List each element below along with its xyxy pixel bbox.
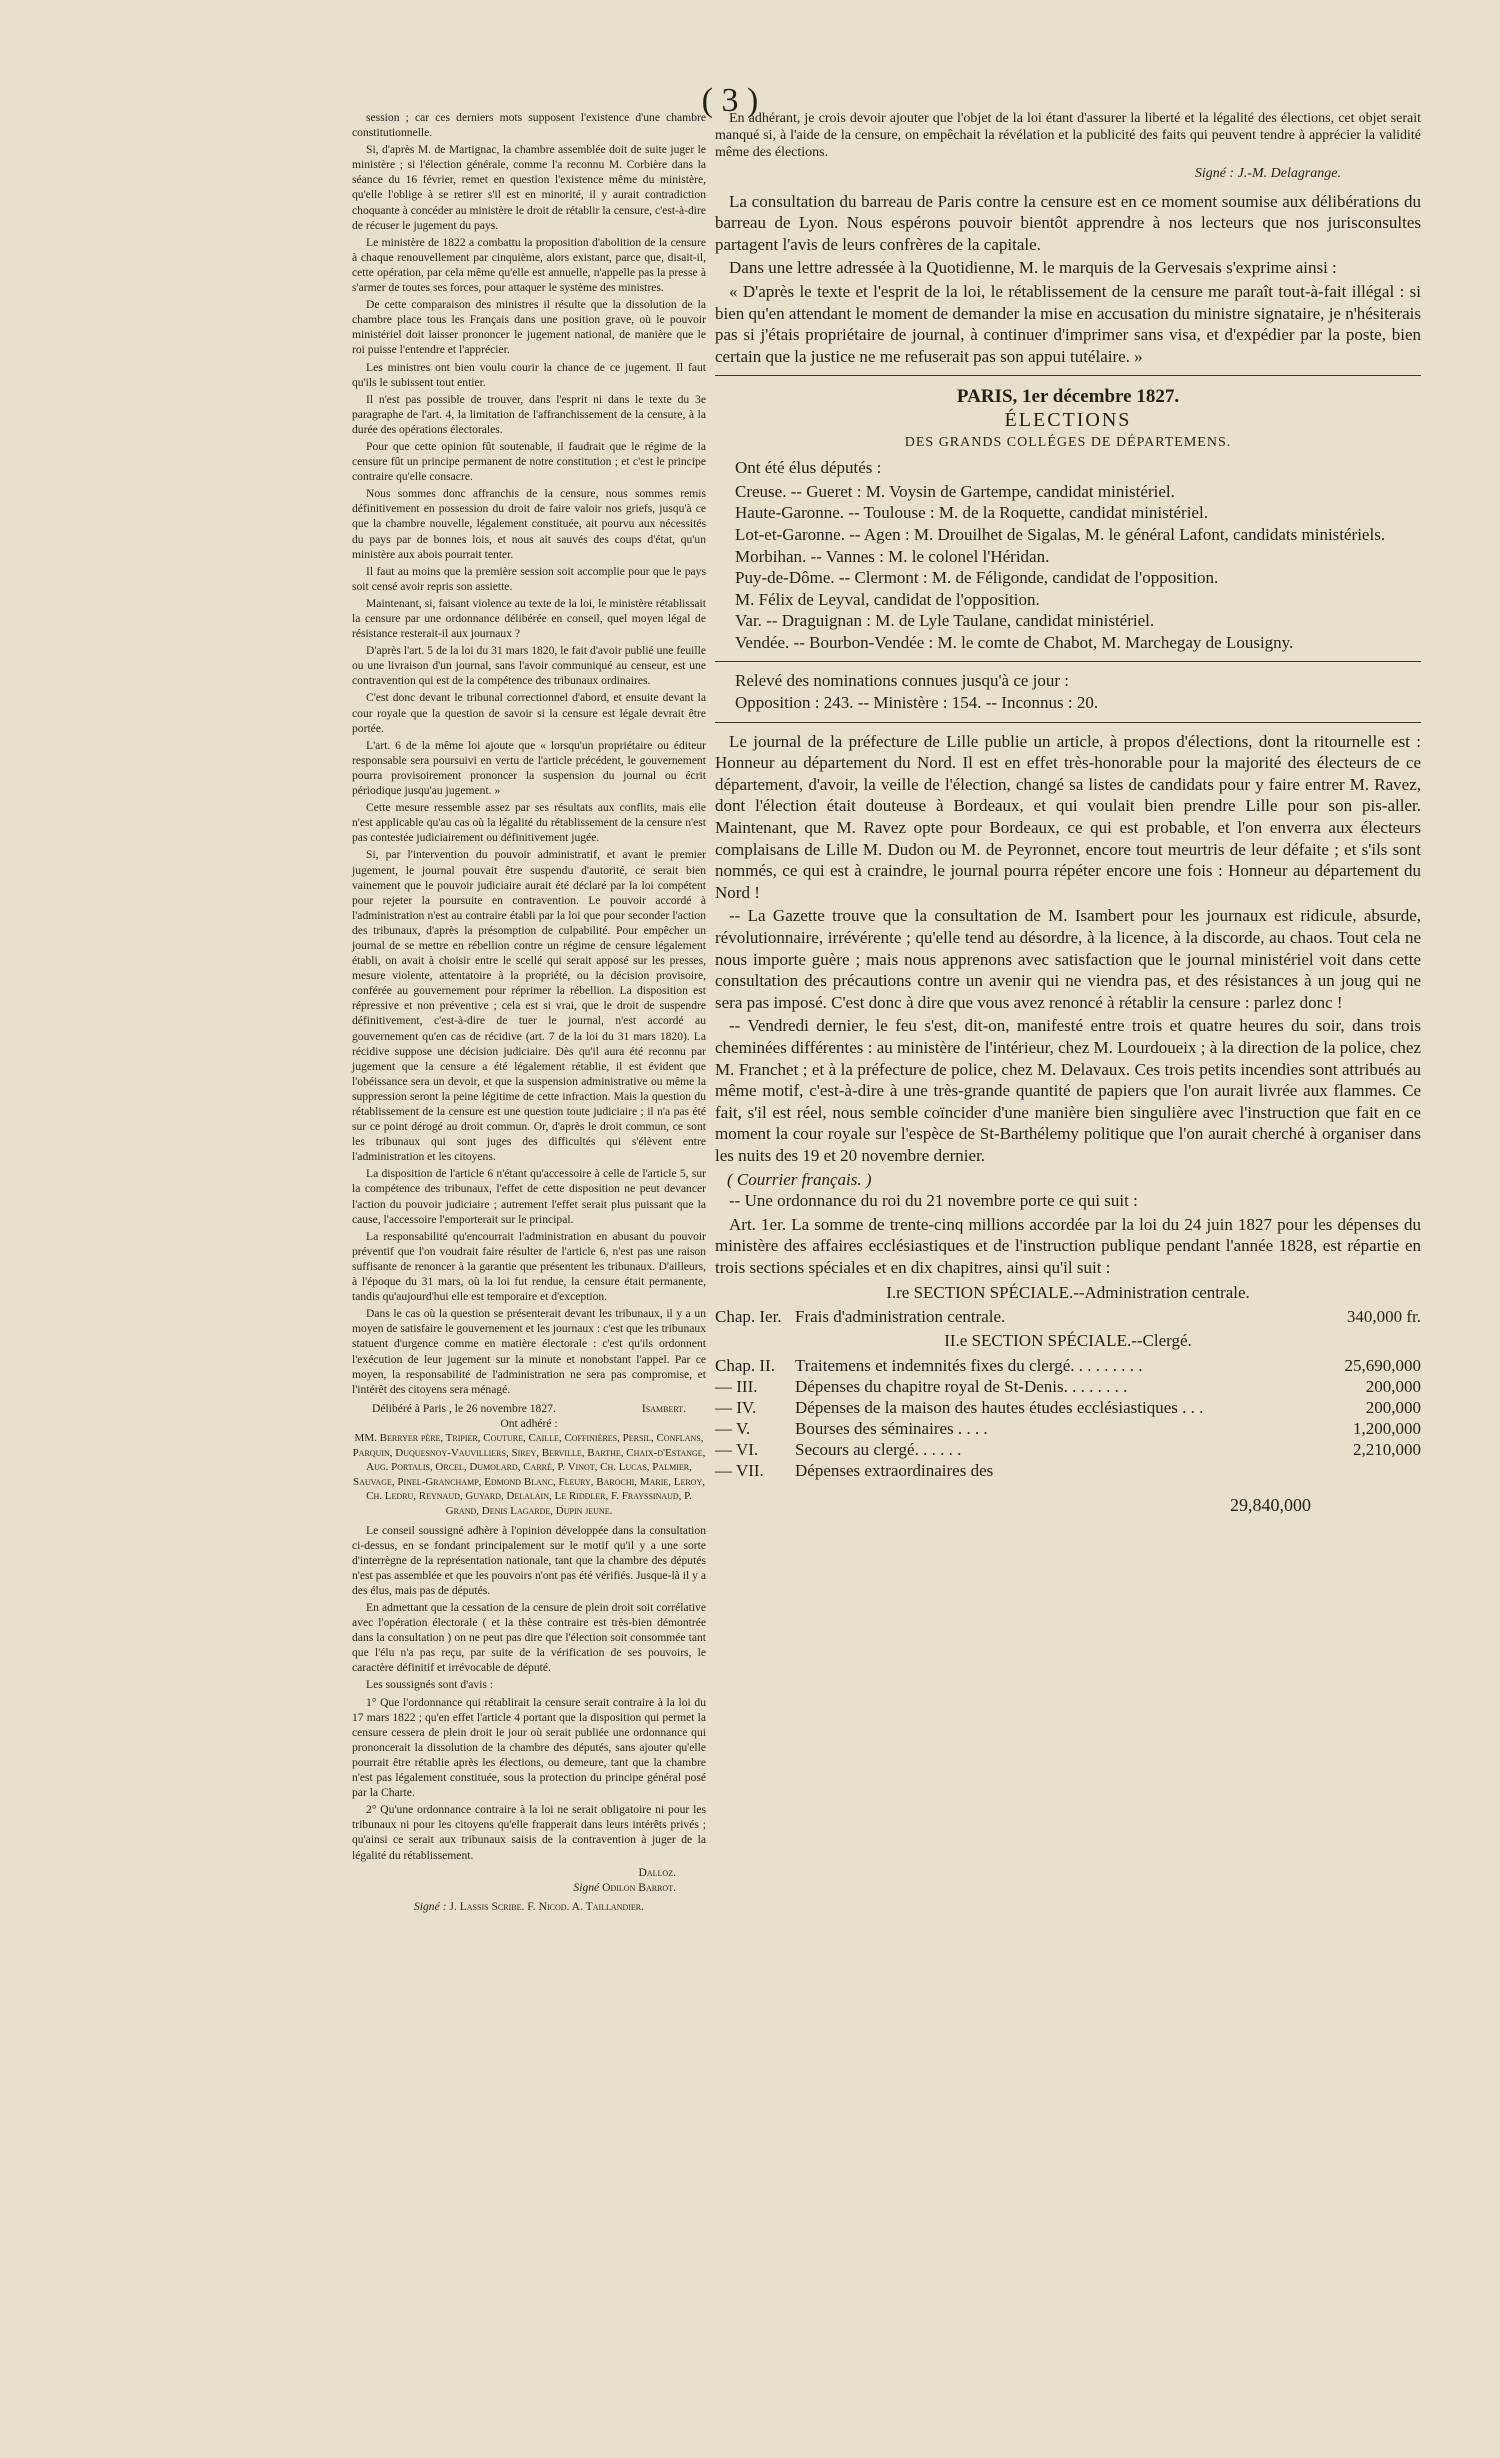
deliberation-author: Isambert. — [641, 1401, 686, 1415]
left-paragraph: session ; car ces derniers mots supposent l'existence d'une chambre constitutionnelle. — [352, 111, 706, 140]
elections-summary: Opposition : 243. -- Ministère : 154. -- Inconnus : 20. — [735, 693, 1099, 713]
budget-label: Bourses des séminaires . . . . — [795, 1418, 988, 1438]
left-paragraph: Cette mesure ressemble assez par ses résultats aux conflits, mais elle n'est applicable qu'au cas où la légalité du rétablissement de la censure n'est pas contestée judiciairement ou définitivement jugée. — [352, 801, 706, 845]
left-paragraph: Il faut au moins que la première session soit accomplie pour que le pays soit censé avoir repris son assiette. — [352, 564, 706, 593]
budget-code: Chap. II. — [715, 1355, 775, 1375]
elections-title: ÉLECTIONS — [1004, 408, 1132, 431]
election-entry: Vendée. -- Bourbon-Vendée : M. le comte de Chabot, M. Marchegay de Lousigny. — [735, 632, 1294, 652]
budget-label: Traitemens et indemnités fixes du clergé. . . . . . . . . — [795, 1355, 1143, 1375]
left-after-paragraph: Les soussignés sont d'avis : — [366, 1678, 494, 1692]
budget-amount: 2,210,000 — [1353, 1439, 1421, 1459]
left-paragraph: C'est donc devant le tribunal correctionnel d'abord, et ensuite devant la cour royale que la question de savoir si la censure est légale devrait être portée. — [352, 691, 706, 735]
elections-summary-title: Relevé des nominations connues jusqu'à ce jour : — [735, 671, 1070, 691]
left-paragraphs — [352, 110, 706, 1397]
signature-final: J. Lassis Scribe. F. Nicod. A. Taillandier. — [449, 1899, 645, 1913]
elections-intro: Ont été élus députés : — [735, 458, 882, 478]
right-1-paragraph: Dans une lettre adressée à la Quotidienne, M. le marquis de la Gervesais s'exprime ainsi : — [729, 258, 1337, 278]
signature-delagrange: Signé : J.-M. Delagrange. — [1194, 166, 1341, 181]
left-paragraph: Les ministres ont bien voulu courir la chance de ce jugement. Il faut qu'ils le subissent tout entier. — [352, 360, 706, 389]
budget-code: — VI. — [715, 1439, 759, 1459]
left-paragraphs-after — [352, 1523, 706, 1863]
left-paragraph: Nous sommes donc affranchis de la censure, nous sommes remis définitivement en possession du droit de faire valoir nos griefs, jusqu'à ce que la chambre nouvelle, légalement constituée, ait pourvu aux nécessités du pays par de bonnes lois, et nous ait sauvés des coups d'état, qu'un ministère aux abois pourrait tenter. — [352, 487, 706, 561]
budget-table — [715, 1306, 1421, 1327]
elections-list — [715, 481, 1421, 654]
budget-table — [715, 1355, 1421, 1481]
budget-amount: 200,000 — [1365, 1397, 1421, 1417]
left-paragraph: Pour que cette opinion fût soutenable, il faudrait que le régime de la censure fût un principe permanent de notre constitution ; et c'est le principe contraire qu'elle consacre. — [352, 439, 706, 484]
budget-row — [715, 1397, 1421, 1418]
election-entry: Puy-de-Dôme. -- Clermont : M. de Féligonde, candidat de l'opposition. — [735, 568, 1219, 588]
budget-amount: 1,200,000 — [1353, 1418, 1421, 1438]
election-entry: Morbihan. -- Vannes : M. le colonel l'Héridan. — [735, 546, 1050, 566]
left-paragraph: De cette comparaison des ministres il résulte que la dissolution de la chambre place tous les Français dans une position grave, où le pouvoir ministériel doit laisser prononcer le jugement national, de manière que le roi puisse l'entendre et l'apprécier. — [352, 298, 706, 357]
right-column — [715, 110, 1421, 2250]
signature-final-block — [352, 1899, 706, 1914]
budget-label: Secours au clergé. . . . . . — [795, 1439, 962, 1459]
budget-code: — IV. — [715, 1397, 757, 1417]
budget-row — [715, 1306, 1421, 1327]
right-top-paragraph: En adhérant, je crois devoir ajouter que l'objet de la loi étant d'assurer la liberté et la légalité des élections, cet objet serait manqué si, à l'aide de la censure, on empêchait la révélation et la publicité des faits qui peuvent tendre à apprécier la validité même des élections. — [715, 111, 1421, 160]
right-top-paragraphs — [715, 110, 1421, 161]
election-entry: Var. -- Draguignan : M. de Lyle Taulane, candidat ministériel. — [735, 611, 1155, 631]
budget-total: 29,840,000 — [1230, 1494, 1311, 1515]
left-after-paragraph: 1° Que l'ordonnance qui rétablirait la censure serait contraire à la loi du 17 mars 1822 ; qu'en effet l'article 4 portant que la disposition qui permet la censure cessera de plein droit le jour où serait publiée une ordonnance qui prononcerait la dissolution de la chambre des députés, sans ajouter qu'elle pourrait être rétablie après les élections, ou demeure, tant que la chambre n'est pas légalement constituée, sous la protection du principe général posé par la Charte. — [352, 1695, 706, 1800]
right-2-paragraph: Art. 1er. La somme de trente-cinq millions accordée par la loi du 24 juin 1827 pour les dépenses du ministère des affaires ecclésiastiques et de l'instruction publique pendant l'année 1828, est répartie en trois sections spéciales et en dix chapitres, ainsi qu'il suit : — [715, 1214, 1421, 1277]
left-paragraph: La disposition de l'article 6 n'étant qu'accessoire à celle de l'article 5, sur la compétence des tribunaux, l'effet de cette disposition ne peut devancer l'action du pouvoir judiciaire ; autrement l'effet serait plus puissant que la cause, l'accessoire l'emporterait sur le principal. — [352, 1167, 706, 1226]
signature-barrot-label: Signé — [573, 1880, 600, 1894]
deliberation-date: Délibéré à Paris , le 26 novembre 1827. — [372, 1401, 556, 1415]
budget-amount — [1271, 1460, 1421, 1481]
budget-row — [715, 1418, 1421, 1439]
signature-dalloz: Dalloz. — [638, 1865, 676, 1879]
left-paragraph: La responsabilité qu'encourrait l'administration en abusant du pouvoir préventif que l'on voudrait faire résulter de l'article 6, n'est pas une raison suffisante de renoncer à la garantie que présentent les tribunaux. D'ailleurs, à l'époque du 31 mars, où la loi fut rendue, la censure était permanente, tandis qu'aujourd'hui elle est temporaire et d'exception. — [352, 1229, 706, 1304]
budget-code: — VII. — [715, 1460, 764, 1480]
right-2-paragraph: -- Une ordonnance du roi du 21 novembre porte ce qui suit : — [729, 1191, 1138, 1211]
right-paragraphs-1 — [715, 191, 1421, 368]
source-courrier: ( Courrier français. ) — [727, 1169, 872, 1189]
budget-code: Chap. Ier. — [715, 1307, 782, 1327]
divider-3 — [715, 722, 1421, 723]
budget-row — [715, 1355, 1421, 1376]
left-after-paragraph: En admettant que la cessation de la censure de plein droit soit corrélative avec l'opération électorale ( et la thèse contraire est très-bien démontrée dans la consultation ) on ne peut pas dire que l'élection soit consommée tant que l'élu n'a pas reçu, par suite de la vérification de ses pouvoirs, le caractère définitif et irrévocable de député. — [352, 1601, 706, 1675]
left-paragraph: D'après l'art. 5 de la loi du 31 mars 1820, le fait d'avoir publié une feuille ou une livraison d'un journal, sans l'avoir communiqué au censeur, est une contravention qui est de la compétence des tribunaux ordinaires. — [352, 644, 706, 688]
page-number: ( 3 ) — [701, 82, 759, 119]
budget-row — [715, 1439, 1421, 1460]
budget-code: — V. — [715, 1418, 751, 1438]
budget-section-title: I.re SECTION SPÉCIALE.--Administration centrale. — [886, 1282, 1250, 1302]
left-after-paragraph: 2° Qu'une ordonnance contraire à la loi ne serait obligatoire ni pour les tribunaux ni pour les citoyens qu'elle frapperait dans leurs intérêts privés ; qu'ainsi ce serait aux tribunaux saisis de la contravention à juger de la légalité du rétablissement. — [352, 1803, 706, 1862]
divider — [715, 375, 1421, 376]
adherent-list: MM. Berryer père, Tripier, Couture, Caille, Coffinières, Persil, Conflans, Parquin, Duquesnoy-Vauvilliers, Sirey, Berville, Barthe, Chaix-d'Estange, Aug. Portalis, Orcel, Dumolard, Carré, P. Vinot, Ch. Lucas, Palmier, Sauvage, Pinel-Granchamp, Edmond Blanc, Fleury, Barochi, Marie, Leroy, Ch. Ledru, Reynaud, Guyard, Delalain, Le Riddler, F. Frayssinaud, P. Grand, Denis Lagarde, Dupin jeune. — [352, 1431, 706, 1517]
left-column — [352, 110, 706, 1913]
budget-label: Frais d'administration centrale. — [795, 1307, 1006, 1327]
right-2-paragraph: -- La Gazette trouve que la consultation de M. Isambert pour les journaux est ridicule, absurde, révolutionnaire, irrévérente ; qu'elle tend au désordre, à la licence, à la discorde, au chaos. Tout cela ne nous importe guère ; mais nous apprenons avec satisfaction que le journal ministériel voit dans cette consultation des précautions contre un avenir qui ne viendra pas, et des résistances à un joug qui ne sera pas imposé. C'est donc à dire que vous avez renoncé à rétablir la censure : parlez donc ! — [715, 906, 1421, 1012]
budget-area — [715, 1282, 1421, 1481]
adhered-label: Ont adhéré : — [500, 1416, 558, 1430]
election-entry: Haute-Garonne. -- Toulouse : M. de la Roquette, candidat ministériel. — [735, 503, 1208, 523]
budget-label: Dépenses extraordinaires des — [795, 1460, 994, 1480]
deliberation-block — [352, 1401, 706, 1519]
budget-row — [715, 1460, 1421, 1481]
budget-code: — III. — [715, 1376, 758, 1396]
election-entry: M. Félix de Leyval, candidat de l'opposition. — [735, 589, 1040, 609]
divider-2 — [715, 661, 1421, 662]
budget-amount: 25,690,000 — [1344, 1355, 1421, 1375]
right-2-paragraph: Le journal de la préfecture de Lille publie un article, à propos d'élections, dont la ritournelle est : Honneur au département du Nord. Il est en effet très-honorable pour la majorité des électeurs de ce département, d'avoir, la veille de l'élection, changé sa listes de candidats pour y faire entrer M. Ravez, dont l'élection était douteuse à Bordeaux, et qui voulait bien prendre Lille pour son pis-aller. Maintenant, que M. Ravez opte pour Bordeaux, ce qui est probable, et l'on enverra aux électeurs complaisans de Lille M. Dudon ou M. de Peyronnet, encore tout meurtris de leur défaite ; et s'ils sont nommés, ce qui est à craindre, le journal pourra répéter encore une fois : Honneur au département du Nord ! — [715, 731, 1421, 902]
budget-row — [715, 1376, 1421, 1397]
left-after-paragraph: Le conseil soussigné adhère à l'opinion développée dans la consultation ci-dessus, en se fondant principalement sur le motif qu'il y a une sorte d'interrègne de la représentation nationale, tant que la chambre des députés n'est pas assemblée et que les pouvoirs n'ont pas été vérifiés. Jusque-là il y a des élus, mais pas de députés. — [352, 1523, 706, 1597]
left-paragraph: Si, par l'intervention du pouvoir administratif, et avant le premier jugement, le journal pouvait être suspendu d'autorité, ce serait bien vainement que le pouvoir judiciaire aurait été déclaré par la loi compétent pour rejeter la poursuite en contravention. Le pouvoir accordé à l'administration n'est au contraire établi par la loi que pour seconder l'action des tribunaux, d'après la présomption de culpabilité. Pour empêcher un journal de se mettre en rébellion contre un régime de censure légalement établi, on avait à choisir entre le scellé qui serait apposé sur les presses, mesure violente, attentatoire à la propriété, ou la décision provisoire, conférée au gouvernement pour réprimer la rébellion. La disposition est répressive et non préventive ; cela est si vrai, que le droit de suspendre définitivement, c'est-à-dire de tuer le journal, n'est accordé au gouvernement qu'en cas de récidive (art. 7 de la loi du 31 mars 1820). La récidive suppose une décision judiciaire. Dès qu'il aura été reconnu par jugement que la censure a été légalement rétablie, il est évident que l'obéissance sera un devoir, et que la suspension administrative ou même la suppression seront la peine légitime de cette infraction. Mais la question du rétablissement de la censure est une question toute judiciaire ; il n'a pas été sur ce point dérogé au droit commun. Or, d'après le droit commun, ce sont les tribunaux qui sont juges des difficultés qui s'élèvent entre l'administration et les citoyens. — [352, 848, 706, 1164]
dateline: PARIS, 1er décembre 1827. — [956, 386, 1180, 408]
right-1-paragraph: « D'après le texte et l'esprit de la loi, le rétablissement de la censure me paraît tout-à-fait illégal : si bien qu'en attendant le moment de demander la mise en accusation du ministre signataire, je n'hésiterais pas si j'étais propriétaire de journal, à continuer d'imprimer sans visa, et d'expédier par la poste, bien certain que la justice ne me refuserait pas son appui tutélaire. » — [715, 281, 1421, 366]
elections-subtitle: DES GRANDS COLLÉGES DE DÉPARTEMENS. — [904, 434, 1232, 450]
left-paragraph: Le ministère de 1822 a combattu la proposition d'abolition de la censure à chaque renouvellement par cinquième, alors existant, parce que, disait-il, cette opération, par cela même qu'elle est annuelle, n'appelle pas la presse à s'armer de toutes ses forces, pour attaquer le système des ministres. — [352, 235, 706, 295]
election-entry: Lot-et-Garonne. -- Agen : M. Drouilhet de Sigalas, M. le général Lafont, candidats ministériels. — [735, 524, 1386, 544]
budget-section-title: II.e SECTION SPÉCIALE.--Clergé. — [944, 1331, 1192, 1351]
signature-barrot: Odilon Barrot. — [602, 1880, 676, 1894]
left-paragraph: Dans le cas où la question se présenterait devant les tribunaux, il y a un moyen de satisfaire le gouvernement et les journaux : c'est que les tribunaux statuent d'urgence comme en matière électorale : c'est qu'ils ordonnent l'exécution de leur jugement sur la minute et nonobstant l'appel. Par ce moyen, la responsabilité de l'administration ne sera pas compromise, et l'intérêt des citoyens sera ménagé. — [352, 1307, 706, 1396]
budget-label: Dépenses du chapitre royal de St-Denis. . . . . . . . — [795, 1376, 1128, 1396]
budget-amount: 200,000 — [1365, 1376, 1421, 1396]
left-paragraph: Il n'est pas possible de trouver, dans l'esprit ni dans le texte du 3e paragraphe de l'art. 4, la limitation de l'affranchissement de la censure, à la durée des opérations électorales. — [352, 392, 706, 436]
signature-final-label: Signé : — [413, 1899, 447, 1913]
budget-amount: 340,000 fr. — [1346, 1307, 1421, 1327]
right-2-paragraph: -- Vendredi dernier, le feu s'est, dit-on, manifesté entre trois et quatre heures du soir, dans trois cheminées différentes : au ministère de l'intérieur, chez M. Lourdoueix ; à la direction de la police, chez M. Franchet ; et à la préfecture de police, chez M. Delavaux. Ces trois petits incendies sont attribués au même motif, c'est-à-dire à une très-grande quantité de papiers que l'on aurait livrée aux flammes. Ce fait, s'il est réel, nous semble coïncider d'une manière bien singulière avec l'instruction que fait en ce moment la cour royale sur l'espèce de St-Barthélemy politique que l'on aurait cherché à organiser dans les nuits des 19 et 20 novembre dernier. — [715, 1016, 1421, 1165]
left-paragraph: L'art. 6 de la même loi ajoute que « lorsqu'un propriétaire ou éditeur responsable sera poursuivi en vertu de l'article précédent, le gouvernement pourra provisoirement prononcer la suspension du journal ou écrit périodique jusqu'au jugement. » — [352, 738, 706, 798]
signature-barrot-block — [352, 1880, 706, 1895]
election-entry: Creuse. -- Gueret : M. Voysin de Gartempe, candidat ministériel. — [735, 481, 1175, 501]
budget-label: Dépenses de la maison des hautes études ecclésiastiques . . . — [795, 1397, 1204, 1417]
right-paragraphs-2 — [715, 731, 1421, 1279]
left-paragraph: Si, d'après M. de Martignac, la chambre assemblée doit de suite juger le ministère ; si l'élection générale, comme l'a reconnu M. Corbière dans la séance du 16 février, remet en question l'existence même du ministère, qu'elle l'oblige à se retirer s'il est en minorité, il y aurait contradiction choquante à concéder au ministère le droit de rétablir la censure, c'est-à-dire de récuser le jugement du pays. — [352, 143, 706, 232]
left-paragraph: Maintenant, si, faisant violence au texte de la loi, le ministère rétablissait la censure par une ordonnance délibérée en conseil, quel moyen légal de résistance resterait-il aux journaux ? — [352, 596, 706, 641]
right-1-paragraph: La consultation du barreau de Paris contre la censure est en ce moment soumise aux délibérations du barreau de Lyon. Nous espérons pouvoir bientôt apprendre à nos lecteurs que nos jurisconsultes partagent l'avis de leurs confrères de la capitale. — [715, 191, 1421, 254]
